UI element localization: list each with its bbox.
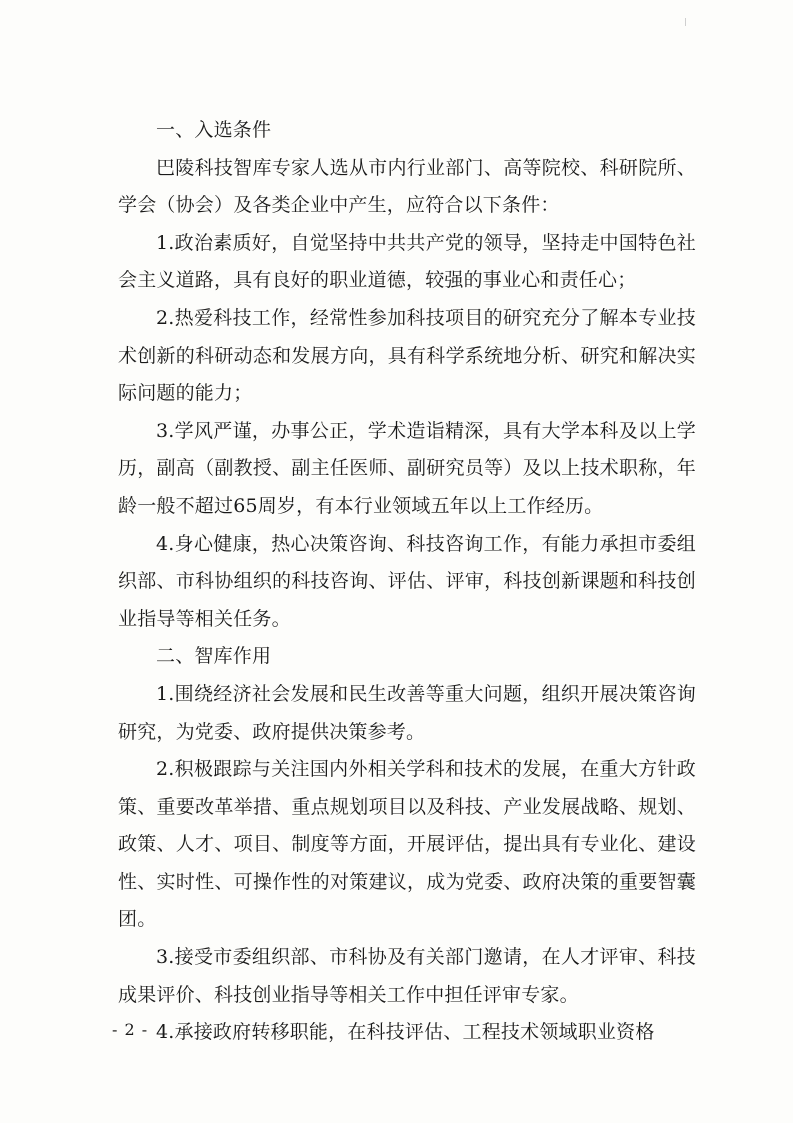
- scan-mark: [685, 18, 686, 26]
- page-number: - 2 -: [112, 1020, 149, 1039]
- section-heading-think-tank-role: 二、智库作用: [156, 645, 272, 668]
- criteria-item-2: 2.热爱科技工作，经常性参加科技项目的研究充分了解本专业技术创新的科研动态和发展方向，具有科学系统地分析、研究和解决实际问题的能力；: [118, 306, 696, 405]
- section-intro: 巴陵科技智库专家人选从市内行业部门、高等院校、科研院所、学会（协会）及各类企业中产生，应符合以下条件：: [118, 156, 696, 217]
- role-item-2: 2.积极跟踪与关注国内外相关学科和技术的发展，在重大方针政策、重要改革举措、重点规划项目以及科技、产业发展战略、规划、政策、人才、项目、制度等方面，开展评估，提出具有专业化、建设性、实时性、可操作性的对策建议，成为党委、政府决策的重要智囊团。: [118, 758, 696, 931]
- role-item-3: 3.接受市委组织部、市科协及有关部门邀请，在人才评审、科技成果评价、科技创业指导等相关工作中担任评审专家。: [118, 946, 696, 1006]
- role-item-4: 4.承接政府转移职能，在科技评估、工程技术领域职业资格: [156, 1021, 655, 1044]
- criteria-item-4: 4.身心健康，热心决策咨询、科技咨询工作，有能力承担市委组织部、市科协组织的科技咨询、评估、评审，科技创新课题和科技创业指导等相关任务。: [118, 532, 696, 630]
- criteria-item-1: 1.政治素质好，自觉坚持中共共产党的领导，坚持走中国特色社会主义道路，具有良好的职业道德，较强的事业心和责任心；: [118, 231, 696, 292]
- section-heading-selection-criteria: 一、入选条件: [156, 119, 272, 141]
- criteria-item-3: 3.学风严谨，办事公正，学术造诣精深，具有大学本科及以上学历，副高（副教授、副主任医师、副研究员等）及以上技术职称，年龄一般不超过65周岁，有本行业领域五年以上工作经历。: [118, 419, 696, 517]
- document-body: [118, 112, 696, 1052]
- role-item-1: 1.围绕经济社会发展和民生改善等重大问题，组织开展决策咨询研究，为党委、政府提供决策参考。: [118, 682, 696, 743]
